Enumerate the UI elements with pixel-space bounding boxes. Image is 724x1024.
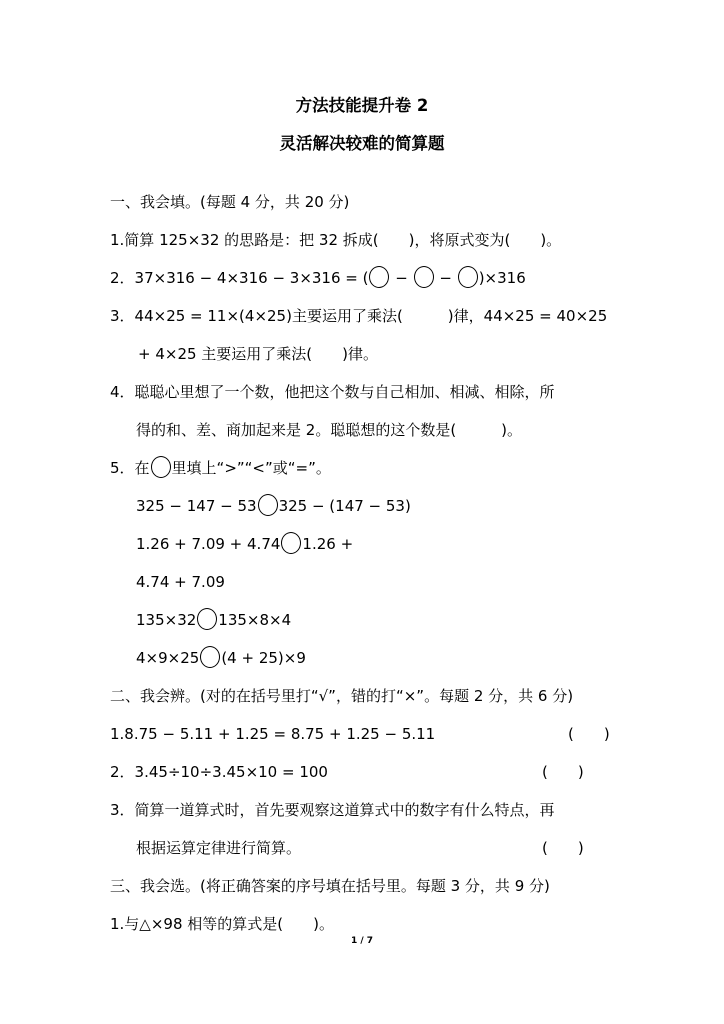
page-title: 方法技能提升卷 2 bbox=[295, 96, 429, 115]
answer-circle[interactable] bbox=[458, 266, 478, 288]
compare-row-1 bbox=[136, 495, 411, 517]
q2-part-d: )×316 bbox=[478, 269, 526, 287]
answer-circle[interactable] bbox=[414, 266, 434, 288]
s2-question-3-line1: 3．简算一道算式时，首先要观察这道算式中的数字有什么特点，再 bbox=[110, 801, 555, 819]
s2-question-3-line2: 根据运算定律进行简算。 bbox=[136, 839, 302, 857]
compare-right: 325 − (147 − 53) bbox=[278, 497, 411, 515]
s1-question-3-line1: 3．44×25 = 11×(4×25)主要运用了乘法( )律，44×25 = 40×25 bbox=[110, 307, 608, 325]
s1-question-3-line2: + 4×25 主要运用了乘法( )律。 bbox=[138, 345, 379, 363]
answer-circle[interactable] bbox=[258, 494, 278, 516]
page-subtitle: 灵活解决较难的简算题 bbox=[279, 134, 445, 153]
compare-right: 1.26 + bbox=[302, 535, 354, 553]
compare-row-2-cont: 4.74 + 7.09 bbox=[136, 573, 225, 591]
compare-left: 1.26 + 7.09 + 4.74 bbox=[136, 535, 281, 553]
compare-left: 4×9×25 bbox=[136, 649, 200, 667]
answer-circle[interactable] bbox=[281, 532, 301, 554]
s3-question-1: 1.与△×98 相等的算式是( )。 bbox=[110, 915, 334, 933]
s2-answer-paren-2[interactable]: ( ) bbox=[542, 763, 584, 781]
compare-left: 135×32 bbox=[136, 611, 197, 629]
page-number: 1 / 7 bbox=[350, 936, 374, 946]
compare-row-3 bbox=[136, 609, 291, 631]
q2-part-b: − bbox=[390, 269, 413, 287]
answer-circle[interactable] bbox=[200, 646, 220, 668]
q2-part-a: 2．37×316 − 4×316 − 3×316 = ( bbox=[110, 269, 369, 287]
answer-circle bbox=[151, 456, 171, 478]
compare-right: (4 + 25)×9 bbox=[221, 649, 306, 667]
s1-question-4-line2: 得的和、差、商加起来是 2。聪聪想的这个数是( )。 bbox=[136, 421, 523, 439]
s2-answer-paren-3[interactable]: ( ) bbox=[542, 839, 584, 857]
compare-left: 325 − 147 − 53 bbox=[136, 497, 257, 515]
section3-heading: 三、我会选。(将正确答案的序号填在括号里。每题 3 分，共 9 分) bbox=[110, 877, 550, 895]
s1-question-2 bbox=[110, 267, 526, 289]
answer-circle[interactable] bbox=[197, 608, 217, 630]
s2-answer-paren-1[interactable]: ( ) bbox=[568, 725, 610, 743]
q5-part-a: 5．在 bbox=[110, 459, 150, 477]
s1-question-4-line1: 4．聪聪心里想了一个数，他把这个数与自己相加、相减、相除，所 bbox=[110, 383, 555, 401]
q5-part-b: 里填上“>”“<”或“=”。 bbox=[171, 459, 331, 477]
section1-heading: 一、我会填。(每题 4 分，共 20 分) bbox=[110, 193, 350, 211]
s2-question-2: 2．3.45÷10÷3.45×10 = 100 bbox=[110, 763, 328, 781]
compare-row-4 bbox=[136, 647, 306, 669]
s2-question-1: 1.8.75 − 5.11 + 1.25 = 8.75 + 1.25 − 5.11 bbox=[110, 725, 436, 743]
q2-part-c: − bbox=[434, 269, 457, 287]
section2-heading: 二、我会辨。(对的在括号里打“√”，错的打“×”。每题 2 分，共 6 分) bbox=[110, 687, 574, 705]
compare-row-2 bbox=[136, 533, 353, 555]
s1-question-1: 1.简算 125×32 的思路是：把 32 拆成( )，将原式变为( )。 bbox=[110, 231, 562, 249]
compare-right: 135×8×4 bbox=[218, 611, 292, 629]
answer-circle[interactable] bbox=[369, 266, 389, 288]
s1-question-5 bbox=[110, 457, 331, 479]
